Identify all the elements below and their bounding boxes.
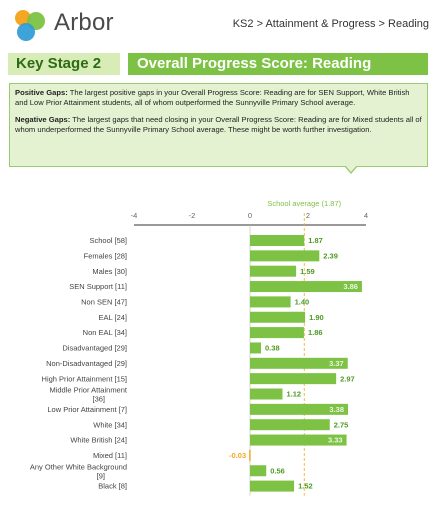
category-label: Males [30]	[92, 266, 127, 276]
category-label: Middle Prior Attainment	[49, 385, 127, 395]
bar-value-label: 1.86	[307, 328, 323, 338]
page-title: Overall Progress Score: Reading	[128, 53, 428, 75]
category-label-cont: [9]	[96, 471, 105, 481]
negative-gaps-label: Negative Gaps:	[15, 115, 71, 125]
category-label: SEN Support [11]	[69, 282, 127, 292]
bar-value-label: 1.59	[300, 266, 315, 276]
bar-value-label: 1.12	[286, 389, 302, 399]
bar	[250, 312, 305, 323]
bar-value-label: 2.39	[323, 251, 338, 261]
bar-value-label: 3.86	[343, 282, 358, 292]
category-label: White [34]	[93, 420, 127, 430]
category-label: High Prior Attainment [15]	[41, 374, 127, 384]
category-label: Non SEN [47]	[81, 297, 127, 307]
bar-value-label: 1.87	[308, 236, 323, 246]
bar	[250, 342, 261, 353]
header	[0, 0, 437, 48]
bar-value-label: 0.56	[270, 466, 285, 476]
positive-gaps-label: Positive Gaps:	[15, 88, 68, 97]
breadcrumb[interactable]: KS2 > Attainment & Progress > Reading	[232, 18, 429, 30]
bar-value-label: 2.97	[340, 374, 355, 384]
bar	[250, 235, 304, 246]
bar	[250, 465, 266, 476]
insight-callout	[9, 83, 428, 167]
category-label: Females [28]	[83, 251, 127, 261]
logo-circle-blue	[17, 23, 35, 41]
category-label: Disadvantaged [29]	[62, 343, 127, 353]
x-tick-label: 0	[247, 211, 253, 220]
bar	[249, 450, 251, 461]
bar-value-label: 2.75	[333, 420, 349, 430]
bar	[250, 250, 319, 261]
arbor-logo-icon[interactable]	[10, 8, 50, 44]
bar	[250, 266, 296, 277]
x-tick-label: -4	[130, 211, 138, 220]
category-label-cont: [36]	[92, 394, 105, 404]
bar	[250, 389, 282, 400]
category-label: Mixed [11]	[92, 451, 127, 460]
bar	[250, 481, 294, 492]
category-label: EAL [24]	[98, 312, 127, 322]
positive-gaps-text: The largest positive gaps in your Overall Progress Score: Reading are for SEN Support, White British and Low Prior Attainment students, all of whom outperformed the Sunnyville Primary School average.	[15, 88, 410, 107]
bar-value-label: 3.33	[327, 435, 343, 445]
school-average-label: School average (1.87)	[267, 199, 342, 208]
bar-value-label: 0.38	[265, 343, 280, 353]
bar	[250, 327, 304, 338]
negative-gaps-paragraph	[15, 115, 422, 134]
bar-value-label: 1.90	[309, 312, 324, 322]
app-name: Arbor	[54, 9, 114, 36]
callout-pointer-fill	[345, 165, 357, 172]
bar-value-label: 3.37	[329, 358, 344, 368]
progress-bar-chart	[0, 190, 437, 508]
bar	[250, 373, 336, 384]
bar-value-label: -0.03	[229, 451, 247, 460]
bar	[250, 296, 291, 307]
x-tick-label: 4	[363, 211, 369, 220]
category-label: White British [24]	[70, 435, 127, 445]
negative-gaps-text: The largest gaps that need closing in your Overall Progress Score: Reading are for Mixed students all of whom underperformed the Sunnyville Primary School average. These might be worth further investigation.	[15, 115, 422, 134]
x-tick-label: 2	[305, 211, 311, 220]
bar-value-label: 1.52	[298, 481, 313, 491]
bar-value-label: 1.40	[294, 297, 310, 307]
category-label: Non-Disadvantaged [29]	[46, 358, 127, 368]
bar-value-label: 3.38	[329, 404, 345, 414]
positive-gaps-paragraph	[15, 88, 422, 107]
category-label: Black [8]	[98, 481, 127, 491]
category-label: Any Other White Background	[29, 462, 127, 472]
category-label: Low Prior Attainment [7]	[47, 404, 127, 414]
x-tick-label: -2	[188, 211, 196, 220]
bar	[250, 419, 330, 430]
category-label: School [58]	[89, 236, 127, 246]
key-stage-label: Key Stage 2	[8, 53, 120, 75]
category-label: Non EAL [34]	[82, 328, 127, 338]
